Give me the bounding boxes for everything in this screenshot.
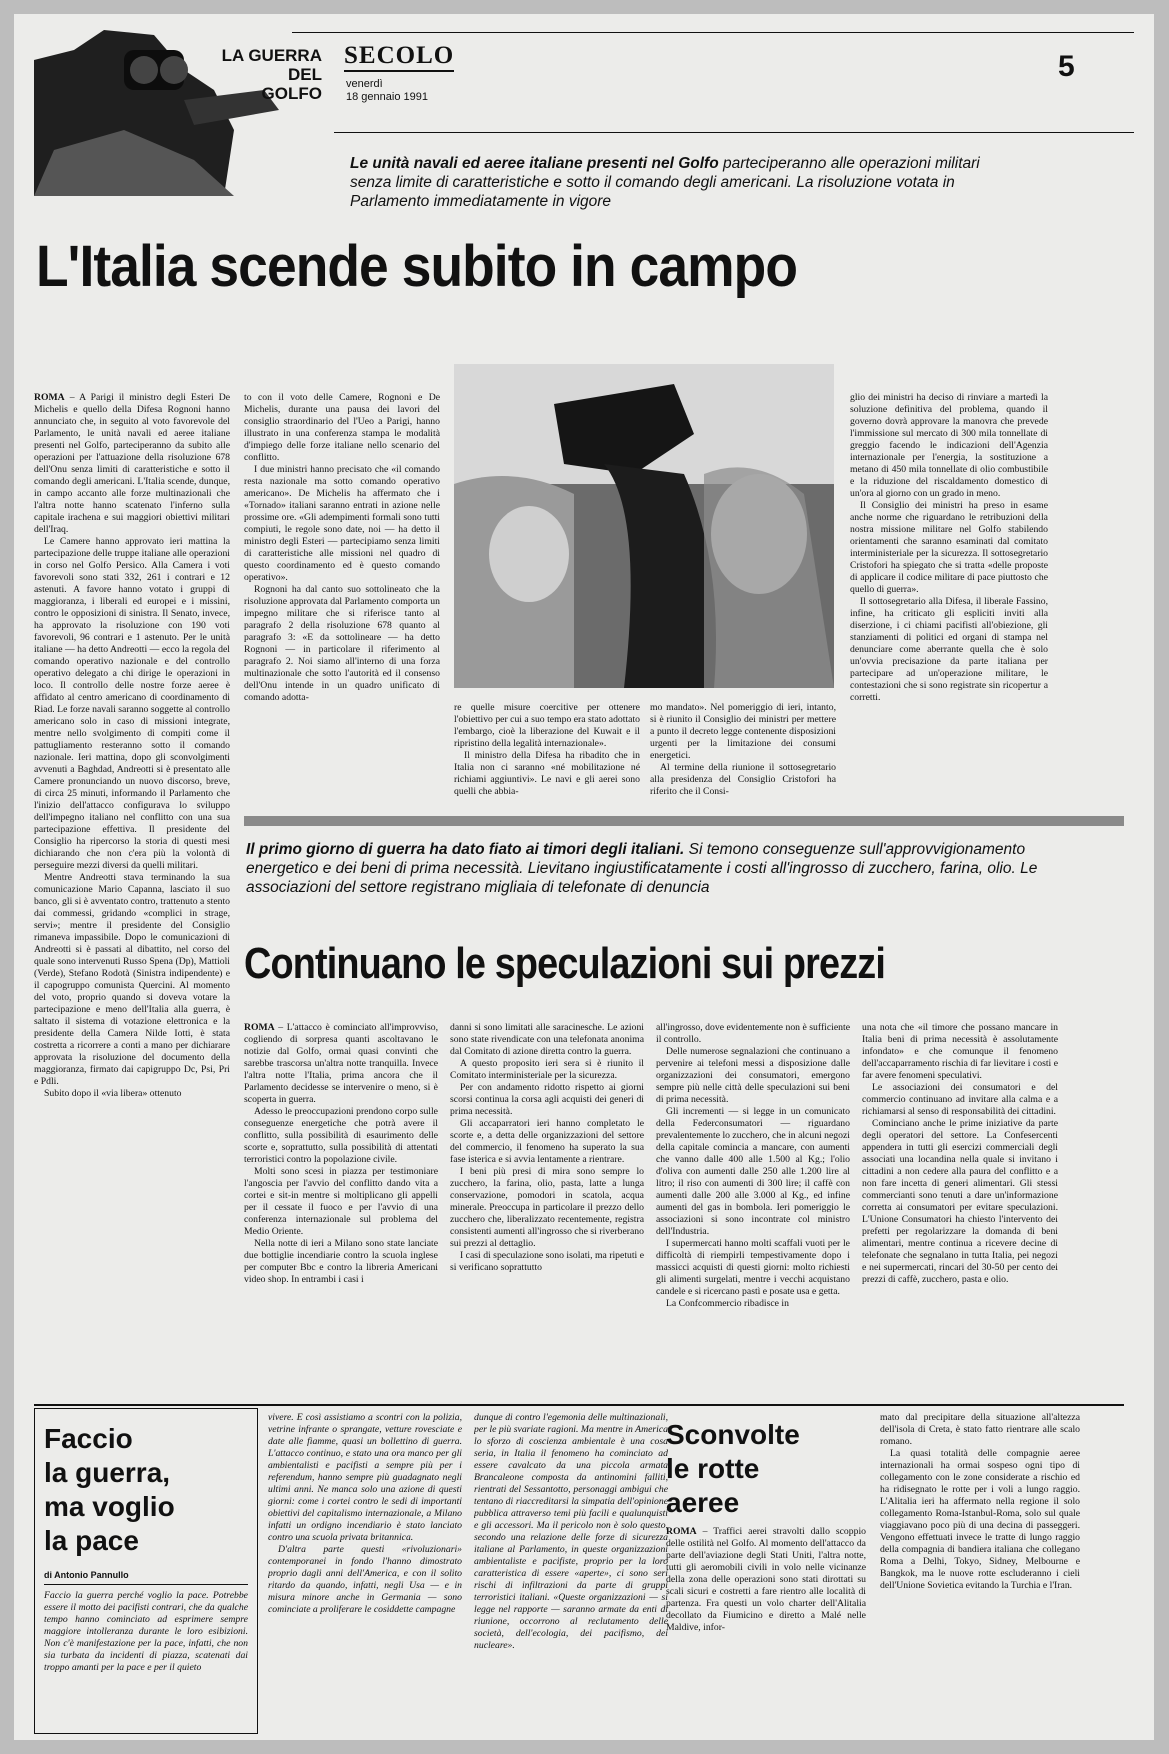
article1-deck: Le unità navali ed aeree italiane presenti nel Golfo parteciperanno alle operazioni militari senza limite di caratteristiche e sotto il comando degli americani. La risoluzione votata in Parlamento immediatamente in vigore <box>350 155 980 210</box>
date: 18 gennaio 1991 <box>346 91 428 103</box>
box1-col1: Faccio la guerra perché voglio la pace. Potrebbe essere il motto dei pacifisti contrari, che da qualche tempo hanno cominciato ad esprimere sempre maggiore intolleranza durante le loro esibizioni. Non c'è manifestazione per la pace, infatti, che non sia turbata da incidenti di piazza, scatenati dai troppo amanti per la pace e per il quieto <box>44 1590 248 1673</box>
headline-line: ma voglio <box>44 1491 175 1522</box>
section-divider <box>244 816 1124 826</box>
article2-headline: Continuano le speculazioni sui prezzi <box>244 939 885 988</box>
kicker-line: LA GUERRA <box>221 46 322 65</box>
headline-line: Faccio <box>44 1423 133 1454</box>
kicker-line: GOLFO <box>261 84 322 103</box>
headline-line: la guerra, <box>44 1457 171 1488</box>
article2-col4: una nota che «il timore che possano mancare in Italia beni di prima necessità è assolutamente infondato» e che comunque il fenomeno dell'accaparramento rischia di far lievitare i costi e far avere fenomeni speculativi. Le associazioni dei consumatori e del commercio continuano ad invitare alla calma e a richiamarsi al senso di responsabilità dei cittadini. Cominciano anche le prime iniziative da parte degli operatori del settore. La Confesercenti appendera in tutti gli esercizi commerciali degli associati una locandina nella quale si invitano i cittadini a non cedere alla paura del conflitto e a non fare incetta di generi alimentari. Gli stessi commercianti sono tenuti a dare un'informazione corretta ai consumatori per evitare speculazioni. L'Unione Consumatori ha chiesto l'intervento dei prefetti per regolarizzare la domanda di beni alimentari, mentre continua a ricevere decine di telefonate che segnalano in tutta Italia, pei negozi e nei supermercati, rincari del 30-50 per cento dei prezzi di caffè, zucchero, pasta e olio. <box>862 1022 1058 1285</box>
headline-line: Sconvolte <box>666 1419 800 1450</box>
section-kicker <box>204 46 322 103</box>
headline-line: la pace <box>44 1525 139 1556</box>
box1-byline: di Antonio Pannullo <box>44 1570 129 1580</box>
kicker-line: DEL <box>288 65 322 84</box>
box1-col2: vivere. E così assistiamo a scontri con la polizia, vetrine infrante o sprangate, vetture rovesciate e date alle fiamme, quasi un bollettino di guerra. L'attacco continuo, e stato una ora manco per gli ambientalisti e pacifisti a sempre più per i referendum, hanno sempre più guadagnato negli ultimi anni. Ne manca solo una azione di questi giorni: come i cortei contro le sedi di importanti obiettivi del capitalismo internazionale, a Milano infatti un ordigno incendiario è stato lanciato contro una scuola privata britannica. D'altra parte questi «rivoluzionari» contemporanei in fondo l'hanno dimostrato proprio dagli anni dell'America, e con il solito ritardo da quando, infatti, negli Usa — e in misura minore anche in Germania — sono cominciate a proliferare le cosiddette campagne <box>268 1412 462 1615</box>
article2-deck: Il primo giorno di guerra ha dato fiato ai timori degli italiani. Si temono conseguenze sull'approvvigionamento energetico e dei beni di prima necessità. Lievitano ingiustificatamente i costi all'ingrosso di zucchero, farina, olio. Le associazioni del settore registrano migliaia di telefonate di denuncia <box>246 841 1038 896</box>
article2-col2: danni si sono limitati alle saracinesche. Le azioni sono state rivendicate con una telefonata anonima dal Comitato di azione diretta contro la guerra. A questo proposito ieri sera si è riunito il Comitato interministeriale per la sicurezza. Per con andamento ridotto rispetto ai giorni scorsi continua la corsa agli acquisti dei generi di prima necessità. Gli accaparratori ieri hanno completato le scorte e, a detta delle organizzazioni del settore del commercio, il fenomeno ha superato la sua fase isterica e si avvia lentamente a rientrare. I beni più presi di mira sono sempre lo zucchero, la farina, olio, pasta, latte a lunga conservazione, pomodori in scatola, acqua minerale. Preoccupa in particolare il prezzo dello zucchero che, liberalizzato recentemente, registra consistenti aumenti all'ingrosso che si riverberano sui prezzi al dettaglio. I casi di speculazione sono isolati, ma ripetuti e si verificano soprattutto <box>450 1022 644 1273</box>
article1-col2: to con il voto delle Camere, Rognoni e De Michelis, durante una pausa dei lavori del consiglio straordinario del l'Ueo a Parigi, hanno illustrato in una conferenza stampa le modalità d'impiego delle forze italiane nello scenario del conflitto. I due ministri hanno precisato che «il comando resta nazionale ma sotto comando operativo americano». De Michelis ha affermato che i «Tornado» italiani saranno entrati in azione nelle prossime ore. «Gli adempimenti formali sono tutti compiuti, le regole sono date, noi — ha detto il ministro degli Esteri — partecipiamo senza limiti di caratteristiche alle missioni nel quadro di questo coordinamento ed è questo comando operativo». Rognoni ha dal canto suo sottolineato che la risoluzione approvata dal Parlamento comporta un impegno militare che si riferisce tanto al paragrafo 2 della risoluzione 678 quanto al paragrafo 3: «E da sottolineare — ha detto Rognoni — in particolare il riferimento al paragrafo 2. Noi siamo all'interno di una forza multinazionale che sotto l'autorità ed il consenso dell'Onu intende in un quadro unificato di comando adotta- <box>244 392 440 703</box>
headline-line: le rotte <box>666 1453 760 1484</box>
box1-col3: dunque di contro l'egemonia delle multinazionali, per le più svariate ragioni. Ma mentre in America lo sforzo di coscienza ambientale è una cosa seria, in Italia il fenomeno ha cominciato ad essere cavalcato da una piccola armata Brancaleone composta da antinomini falliti, rientrati del Sessantotto, personaggi ambigui che tentano di riaccreditarsi la simpatia dell'opinione pubblica attraverso temi più facili e qualunquisti e gli accessori. Ma il pericolo non è solo questo, secondo una relazione delle forze di sicurezza italiane al Parlamento, in queste organizzazioni ambientaliste e pacifiste, proprio per la loro caratteristica di essere «aperte», ci sono seri rischi di infiltrazioni da parte di gruppi terroristici italiani. «Queste organizzazioni — si legge nel rapporte — saranno armate da enti di riunione, occorrono al reclutamento delle società, dell'ecologia, dei pacifismo, dei nucleare». <box>474 1412 668 1651</box>
box2-col2: mato dal precipitare della situazione all'altezza dell'isola di Creta, è stato fatto rientrare alle scalo romano. La quasi totalità delle compagnie aeree internazionali ha ormai sospeso ogni tipo di collegamento con le zone considerate a rischio ed ha ridisegnato le rotte per i voli a lungo raggio. L'Alitalia ieri ha affermato nella regione il solo collegamento Roma-Istanbul-Roma, solo sul quale viaggiavano poco più di una decina di passeggeri. Vengono effettuati invece le tratte di lungo raggio della compagnia di bandiera italiana che collegano Roma a Delhi, Tokyo, Sidney, Melbourne e Bangkok, ma le nuove rotte escluderanno i cieli dell'Unione Sovietica evitando la Turchia e l'Iran. <box>880 1412 1080 1591</box>
lower-rule <box>34 1404 1124 1406</box>
weekday: venerdì <box>346 78 383 90</box>
date-block <box>346 78 428 104</box>
article1-col3: re quelle misure coercitive per ottenere l'obiettivo per cui a suo tempo era stato adottato l'embargo, cioè la liberazione del Kuwait e il ripristino della legalità internazionale». Il ministro della Difesa ha ribadito che in Italia non ci saranno «né mobilitazione né richiami aggiuntivi». Le navi e gli aerei sono quelli che abbia- <box>454 702 640 797</box>
newspaper-page <box>14 14 1154 1740</box>
news-photo <box>454 364 834 688</box>
article1-headline: L'Italia scende subito in campo <box>36 234 798 299</box>
deck-rule <box>334 132 1134 133</box>
article1-col5: glio dei ministri ha deciso di rinviare a martedì la soluzione definitiva del problema, quando il governo dovrà approvare la manovra che prevede l'immissione sul mercato di 300 mila tonnellate di greggio facendo le indicazioni dell'Agenzia internazionale per l'energia, la sostituzione a metano di 450 mila tonnellate di olio combustibile e la riduzione del riscaldamento domestico di un'ora al giorno con un grado in meno. Il Consiglio dei ministri ha preso in esame anche norme che riguardano le retribuzioni della nostra missione militare nel Golfo stabilendo orientamenti che saranno esaminati dal comitato interministeriale per la sicurezza. Il sottosegretario Cristofori ha spiegato che si tratta «delle proposte di applicare il codice militare di pace piuttosto che quello di guerra». Il sottosegretario alla Difesa, il liberale Fassino, infine, ha criticato gli espliciti inviti alla diserzione, i ci chiami pacifisti all'obiezione, gli stanziamenti di politici ed organi di stampa nel denunciare come aberrante quella che è solo un'ovvia precisazione da parte italiana per partecipare ad un'operazione militare, le contestazioni che si sono registrate sin ricopertur a corretti. <box>850 392 1048 703</box>
article1-col1: ROMA – A Parigi il ministro degli Esteri De Michelis e quello della Difesa Rognoni hanno annunciato che, in seguito al voto favorevole del Parlamento, le unità navali ed aeree italiane presenti nel Golfo, parteciperanno da subito alle operazioni per l'attuazione della risoluzione 678 dell'Onu senza limiti di caratteristiche e sotto il comando degli americani. L'Italia scende, dunque, in campo accanto alle forze multinazionali che l'altra notte hanno scatenato l'inferno sulla capitale irachena e sui maggiori obiettivi militari dell'Iraq. Le Camere hanno approvato ieri mattina la partecipazione delle truppe italiane alle operazioni in corso nel Golfo Persico. Alla Camera i voti favorevoli sono stati 332, 261 i contrari e 12 astenuti. A favore hanno votato i gruppi di maggioranza, i liberali ed europei e i missini, contro le opposizioni di sinistra. Il Senato, invece, ha approvato la risoluzione con 190 voti favorevoli, 96 contrari e 1 astenuto. Per le unità italiane — ha detto Andreotti — ecco la regola del comando operativo nazionale e del controllo operativo delegato a chi dirige le operazioni in loco. Il controllo delle nostre forze aeree è affidato al centro americano di coordinamento di Riad. Le forze navali saranno soggette al controllo americano solo in caso di missioni integrate, mentre nello svolgimento di compiti come il pattugliamento resteranno sotto il comando nazionale. Ieri mattina, dopo gli sconvolgimenti avvenuti a Baghdad, Andreotti si è presentato alle Camere pronunciando un nuovo discorso, breve, di circa 25 minuti, informando il Parlamento che l'inizio dell'attacco configurava lo sviluppo dell'impegno italiano nel conflitto con una sua partecipazione effettiva. Il presidente del Consiglio ha ripercorso la storia di questi mesi dichiarando che non c'era più la volontà di perseguire mezzi diversi da quelli militari. Mentre Andreotti stava terminando la sua comunicazione Mario Capanna, lasciato il suo banco, gli si è avventato contro, trattenuto a stento dai commessi, gridando «complici in strage, servi»; mentre il presidente del Consiglio rimaneva impassibile. Dopo le comunicazioni di Andreotti si è passati al dibattito, nel corso del quale sono intervenuti Russo Spena (Dp), Mattioli (Verde), Stefano Rodotà (Sinistra indipendente) e il capogruppo comunista Quercini. Al momento del voto, proprio quando si doveva votare la partecipazione e meno dell'Italia alla guerra, è saltato il sistema di votazione elettronica e la presidente della Camera Nilde Iotti, è stata costretta a ricorrere a conti a mano per dichiarare approvata la risoluzione del documento della maggioranza, firmato dai capigruppo Dc, Psi, Pri e Pdli. Subito dopo il «via libera» ottenuto <box>34 392 230 1099</box>
article2-col1: ROMA – L'attacco è cominciato all'improvviso, cogliendo di sorpresa quanti ascoltavano le notizie dal Golfo, ormai quasi convinti che sarebbe trascorsa un'altra notte tranquilla. Invece l'altra notte l'Italia, prima ancora che il Parlamento decidesse se intervenire o meno, si è scoperta in guerra. Adesso le preoccupazioni prendono corpo sulle conseguenze energetiche che potrà avere il conflitto, sulla possibilità di esaurimento delle scorte e, soprattutto, sulla possibilità di attentati terroristici contro la popolazione civile. Molti sono scesi in piazza per testimoniare l'angoscia per l'avvio del conflitto dando vita a cortei e sit-in mentre si moltiplicano gli appelli per il cessate il fuoco e per l'avvio di una conferenza internazionale sul problema del Medio Oriente. Nella notte di ieri a Milano sono state lanciate due bottiglie incendiarie contro la scuola inglese per computer Bbc e contro la libreria Americani video shop. In entrambi i casi i <box>244 1022 438 1285</box>
article1-col4: mo mandato». Nel pomeriggio di ieri, intanto, si è riunito il Consiglio dei ministri per mettere a punto il decreto legge contenente disposizioni urgenti per la limitazione dei consumi energetici. Al termine della riunione il sottosegretario alla presidenza del Consiglio Cristofori ha riferito che il Consi- <box>650 702 836 797</box>
byline-rule <box>44 1584 248 1585</box>
news-photo-icon <box>454 364 834 688</box>
box2-headline <box>666 1418 866 1520</box>
box2-col1: ROMA – Traffici aerei stravolti dallo scoppio delle ostilità nel Golfo. Al momento dell'attacco da parte dell'aviazione degli Stati Uniti, l'altra notte, tutti gli aeromobili civili in volo nelle vicinanze della zona delle operazioni sono stati dirottati su scali sicuri e costretti a fare rientro alle località di partenza. Fra questi un volo charter dell'Alitalia decollato da Fiumicino e diretto a Malé nelle Maldive, infor- <box>666 1526 866 1633</box>
box1-headline <box>44 1422 254 1558</box>
headline-line: aeree <box>666 1487 740 1518</box>
article2-col3: all'ingrosso, dove evidentemente non è sufficiente il controllo. Delle numerose segnalazioni che continuano a pervenire ai telefoni messi a disposizione dalle organizzazioni dei consumatori, emergono sempre più nelle città delle speculazioni sui beni di prima necessità. Gli incrementi — si legge in un comunicato della Federconsumatori — riguardano prevalentemente lo zucchero, che in alcuni negozi della capitale comincia a mancare, con aumenti che vanno dalle 400 alle 1.500 al Kg.; l'olio d'oliva con aumenti dalle 250 alle 1.200 lire al litro; il riso con aumenti di 300 lire; il caffè con aumenti dalle 200 alle 3.000 al Kg., ed infine aumenti del gas in bombola. Ieri pomeriggio le associazioni si sono incontrate col ministro dell'Industria. I supermercati hanno molti scaffali vuoti per le difficoltà di riempirli tempestivamente dopo i massicci acquisti di questi giorni: molto richiesti gli alimenti surgelati, mentre i vecchi acquistano candele e si ricercano pastì e posate usa e getta. La Confcommercio ribadisce in <box>656 1022 850 1309</box>
page-number: 5 <box>1058 50 1075 83</box>
newspaper-name: SECOLO <box>344 42 454 72</box>
